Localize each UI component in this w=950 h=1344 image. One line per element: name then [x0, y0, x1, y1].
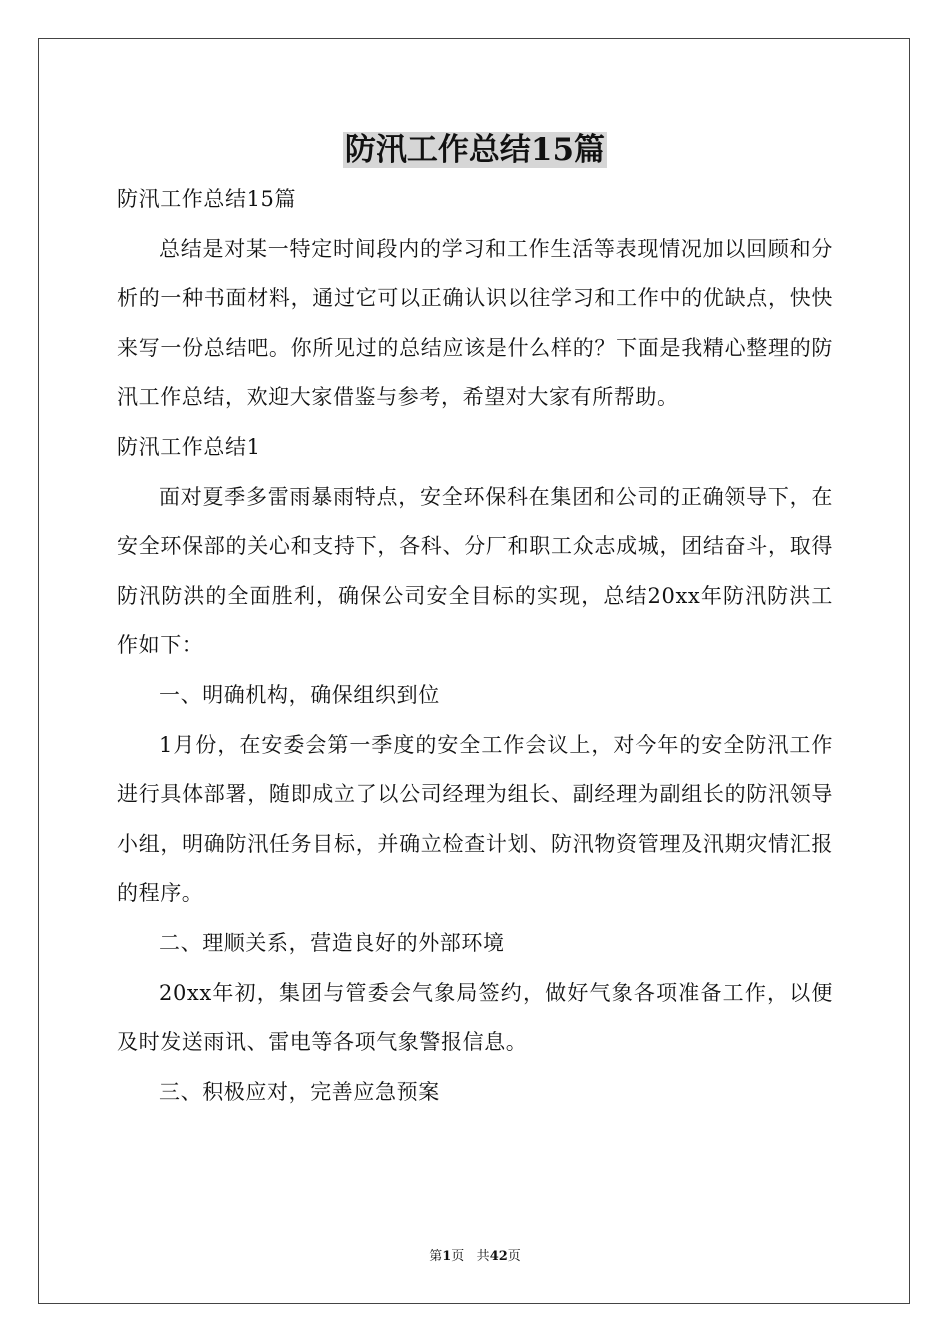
body-paragraph: 面对夏季多雷雨暴雨特点，安全环保科在集团和公司的正确领导下，在安全环保部的关心和支持下，各科、分厂和职工众志成城，团结奋斗，取得防汛防洪的全面胜利，确保公司安全目标的实现，总结20xx年防汛防洪工作如下： [117, 484, 833, 658]
document-title [0, 128, 950, 172]
footer-total-prefix: 共 [476, 1249, 490, 1264]
section-heading-1: 防汛工作总结1 [117, 434, 261, 459]
document-subtitle: 防汛工作总结15篇 [117, 187, 297, 211]
footer-current-page: 1 [442, 1249, 452, 1264]
footer-page-prefix: 第 [429, 1249, 443, 1264]
page-number-footer [0, 1247, 950, 1267]
subheading-2: 二、理顺关系，营造良好的外部环境 [159, 930, 505, 955]
intro-paragraph: 总结是对某一特定时间段内的学习和工作生活等表现情况加以回顾和分析的一种书面材料，通过它可以正确认识以往学习和工作中的优缺点，快快来写一份总结吧。你所见过的总结应该是什么样的？下面是我精心整理的防汛工作总结，欢迎大家借鉴与参考，希望对大家有所帮助。 [117, 236, 833, 410]
body-paragraph: 1月份，在安委会第一季度的安全工作会议上，对今年的安全防汛工作进行具体部署，随即成立了以公司经理为组长、副经理为副组长的防汛领导小组，明确防汛任务目标，并确立检查计划、防汛物资管理及汛期灾情汇报的程序。 [117, 732, 833, 906]
footer-total-pages: 42 [489, 1249, 508, 1264]
document-title-text: 防汛工作总结15篇 [344, 132, 606, 168]
document-body [117, 175, 833, 1117]
footer-page-suffix: 页 [451, 1249, 465, 1264]
footer-total-suffix: 页 [507, 1249, 521, 1264]
subheading-3: 三、积极应对，完善应急预案 [159, 1079, 440, 1104]
body-paragraph: 20xx年初，集团与管委会气象局签约，做好气象各项准备工作，以便及时发送雨讯、雷电等各项气象警报信息。 [117, 980, 833, 1055]
subheading-1: 一、明确机构，确保组织到位 [159, 682, 440, 707]
